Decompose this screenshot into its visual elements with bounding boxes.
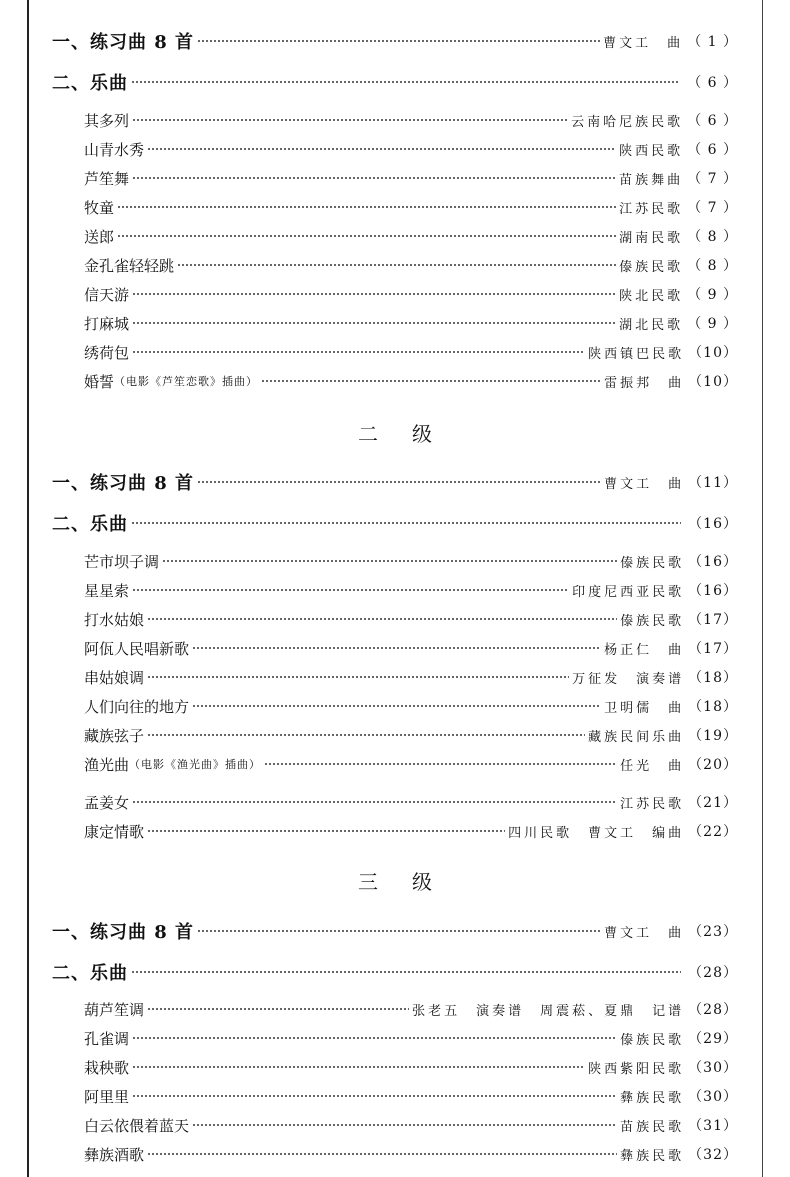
entry-page: （ 6 ） — [687, 142, 738, 158]
dot-leader — [147, 734, 585, 736]
entry-title: 芦笙舞 — [84, 169, 130, 188]
entry-page: （ 6 ） — [687, 113, 738, 129]
entry-page: （22） — [688, 824, 738, 840]
dot-leader — [162, 560, 617, 562]
toc-entry[interactable] — [84, 753, 738, 775]
entry-page: （11） — [688, 475, 738, 491]
entry-composer: 任光 曲 — [620, 758, 685, 774]
entry-composer: 江苏民歌 — [620, 796, 685, 812]
dot-leader — [147, 830, 505, 832]
entry-title: 阿里里 — [84, 1087, 130, 1106]
entry-composer: 湖南民歌 — [619, 230, 684, 246]
dot-leader — [132, 1037, 617, 1039]
level-heading-2: 二级 — [358, 422, 466, 446]
toc-entry-pieces-level2[interactable] — [52, 510, 738, 536]
entry-note: （电影《芦笙恋歌》插曲） — [114, 375, 259, 388]
toc-entry[interactable] — [84, 254, 738, 276]
entry-page: （23） — [688, 924, 738, 940]
toc-entry[interactable] — [84, 167, 738, 189]
entry-page: （10） — [688, 374, 738, 390]
entry-page: （20） — [688, 757, 738, 773]
entry-page: （16） — [688, 554, 738, 570]
entry-page: （30） — [688, 1089, 738, 1105]
entry-title: 星星索 — [84, 581, 130, 600]
dot-leader — [147, 618, 617, 620]
toc-entry[interactable] — [84, 550, 738, 572]
dot-leader — [147, 1008, 409, 1010]
toc-entry[interactable] — [84, 196, 738, 218]
toc-entry-pieces-level1[interactable] — [52, 69, 738, 95]
entry-page: （31） — [688, 1118, 738, 1134]
toc-entry[interactable] — [84, 341, 738, 363]
entry-composer: 傣族民歌 — [620, 613, 685, 629]
toc-entry[interactable] — [84, 312, 738, 334]
toc-entry-exercises-level2[interactable] — [52, 469, 738, 495]
entry-title: 一、练习曲 8 首 — [52, 473, 195, 494]
entry-composer: 云南哈尼族民歌 — [571, 114, 684, 130]
dot-leader — [147, 1153, 617, 1155]
dot-leader — [132, 801, 617, 803]
entry-title: 二、乐曲 — [52, 963, 128, 984]
entry-title: 其多列 — [84, 111, 130, 130]
dot-leader — [132, 322, 616, 324]
toc-entry-exercises-level1[interactable] — [52, 28, 738, 54]
dot-leader — [117, 206, 616, 208]
entry-title: 婚誓 — [84, 372, 115, 391]
entry-page: （ 8 ） — [687, 229, 738, 245]
entry-title: 藏族弦子 — [84, 726, 145, 745]
entry-composer: 藏族民间乐曲 — [588, 729, 685, 745]
entry-page: （ 7 ） — [687, 200, 738, 216]
entry-title: 打水姑娘 — [84, 610, 145, 629]
dot-leader — [147, 148, 616, 150]
entry-title: 二、乐曲 — [52, 514, 128, 535]
entry-composer: 江苏民歌 — [619, 201, 684, 217]
entry-title: 白云依偎着蓝天 — [84, 1116, 190, 1135]
entry-composer: 陕北民歌 — [619, 288, 684, 304]
dot-leader — [117, 235, 616, 237]
entry-title: 一、练习曲 8 首 — [52, 922, 195, 943]
dot-leader — [192, 1124, 617, 1126]
entry-composer: 张老五 演奏谱 周震菘、夏鼎 记谱 — [412, 1003, 685, 1019]
entry-composer: 杨正仁 曲 — [604, 642, 685, 658]
entry-page: （10） — [688, 345, 738, 361]
page-border-left — [27, 0, 29, 1177]
level-heading-3: 三级 — [358, 870, 466, 894]
entry-page: （30） — [688, 1060, 738, 1076]
entry-composer: 曹文工 曲 — [604, 925, 685, 941]
entry-title: 栽秧歌 — [84, 1058, 130, 1077]
toc-entry-exercises-level3[interactable] — [52, 918, 738, 944]
entry-composer: 曹文工 曲 — [603, 35, 684, 51]
dot-leader — [192, 647, 601, 649]
entry-page: （ 9 ） — [687, 316, 738, 332]
entry-composer: 傣族民歌 — [620, 1032, 685, 1048]
entry-composer: 陕西紫阳民歌 — [588, 1061, 685, 1077]
toc-entry[interactable] — [84, 1027, 738, 1049]
entry-composer: 陕西镇巴民歌 — [588, 346, 685, 362]
dot-leader — [264, 763, 617, 765]
toc-entry[interactable] — [84, 695, 738, 717]
toc-entry[interactable] — [84, 724, 738, 746]
entry-composer: 彝族民歌 — [620, 1090, 685, 1106]
entry-composer: 卫明儒 曲 — [604, 700, 685, 716]
dot-leader — [131, 81, 680, 83]
toc-entry[interactable] — [84, 370, 738, 392]
dot-leader — [147, 676, 569, 678]
entry-title: 绣荷包 — [84, 343, 130, 362]
toc-entry[interactable] — [84, 791, 738, 813]
toc-entry[interactable] — [84, 579, 738, 601]
entry-page: （28） — [688, 965, 738, 981]
dot-leader — [132, 1095, 617, 1097]
entry-page: （ 6 ） — [687, 75, 738, 91]
toc-entry[interactable] — [84, 225, 738, 247]
entry-page: （ 7 ） — [687, 171, 738, 187]
entry-title: 彝族酒歌 — [84, 1145, 145, 1164]
entry-title: 渔光曲 — [84, 755, 130, 774]
entry-page: （18） — [688, 670, 738, 686]
entry-title: 阿佤人民唱新歌 — [84, 639, 190, 658]
entry-composer: 曹文工 曲 — [604, 476, 685, 492]
entry-composer: 湖北民歌 — [619, 317, 684, 333]
entry-page: （ 9 ） — [687, 287, 738, 303]
entry-title: 芒市坝子调 — [84, 552, 160, 571]
toc-entry[interactable] — [84, 283, 738, 305]
entry-title: 康定情歌 — [84, 822, 145, 841]
toc-entry[interactable] — [84, 820, 738, 842]
entry-page: （28） — [688, 1002, 738, 1018]
toc-entry[interactable] — [84, 608, 738, 630]
page-border-right — [762, 0, 763, 1177]
entry-title: 一、练习曲 8 首 — [52, 32, 195, 53]
dot-leader — [132, 589, 569, 591]
entry-page: （29） — [688, 1031, 738, 1047]
dot-leader — [131, 971, 681, 973]
entry-title: 送郎 — [84, 227, 115, 246]
entry-title: 孟姜女 — [84, 793, 130, 812]
toc-entry[interactable] — [84, 1114, 738, 1136]
entry-title: 串姑娘调 — [84, 668, 145, 687]
entry-page: （16） — [688, 583, 738, 599]
toc-entry[interactable] — [84, 109, 738, 131]
entry-page: （21） — [688, 795, 738, 811]
entry-composer: 彝族民歌 — [620, 1148, 685, 1164]
entry-page: （17） — [688, 612, 738, 628]
entry-page: （19） — [688, 728, 738, 744]
entry-page: （ 1 ） — [687, 34, 738, 50]
entry-title: 孔雀调 — [84, 1029, 130, 1048]
dot-leader — [131, 522, 681, 524]
entry-title: 山青水秀 — [84, 140, 145, 159]
entry-composer: 印度尼西亚民歌 — [572, 584, 685, 600]
entry-composer: 陕西民歌 — [619, 143, 684, 159]
entry-page: （ 8 ） — [687, 258, 738, 274]
dot-leader — [192, 705, 601, 707]
entry-title: 金孔雀轻轻跳 — [84, 256, 175, 275]
dot-leader — [177, 264, 616, 266]
dot-leader — [197, 40, 600, 42]
dot-leader — [132, 351, 585, 353]
entry-composer: 四川民歌 曹文工 编曲 — [508, 825, 685, 841]
entry-page: （17） — [688, 641, 738, 657]
entry-note: （电影《渔光曲》插曲） — [129, 758, 262, 771]
entry-composer: 雷振邦 曲 — [604, 375, 685, 391]
entry-composer: 苗族民歌 — [620, 1119, 685, 1135]
toc-entry[interactable] — [84, 1143, 738, 1165]
toc-entry-pieces-level3[interactable] — [52, 959, 738, 985]
entry-composer: 傣族民歌 — [620, 555, 685, 571]
entry-title: 葫芦笙调 — [84, 1000, 145, 1019]
entry-title: 牧童 — [84, 198, 115, 217]
dot-leader — [132, 177, 616, 179]
entry-composer: 万征发 演奏谱 — [572, 671, 685, 687]
dot-leader — [197, 930, 601, 932]
entry-title: 二、乐曲 — [52, 73, 128, 94]
dot-leader — [197, 481, 601, 483]
entry-title: 信天游 — [84, 285, 130, 304]
toc-entry[interactable] — [84, 138, 738, 160]
toc-entry[interactable] — [84, 998, 738, 1020]
entry-page: （18） — [688, 699, 738, 715]
entry-composer: 傣族民歌 — [619, 259, 684, 275]
toc-entry[interactable] — [84, 666, 738, 688]
dot-leader — [132, 1066, 585, 1068]
entry-page: （16） — [688, 516, 738, 532]
dot-leader — [132, 293, 616, 295]
entry-title: 打麻城 — [84, 314, 130, 333]
toc-entry[interactable] — [84, 637, 738, 659]
entry-title: 人们向往的地方 — [84, 697, 190, 716]
toc-entry[interactable] — [84, 1085, 738, 1107]
entry-composer: 苗族舞曲 — [619, 172, 684, 188]
dot-leader — [132, 119, 568, 121]
dot-leader — [261, 380, 601, 382]
toc-entry[interactable] — [84, 1056, 738, 1078]
entry-page: （32） — [688, 1147, 738, 1163]
